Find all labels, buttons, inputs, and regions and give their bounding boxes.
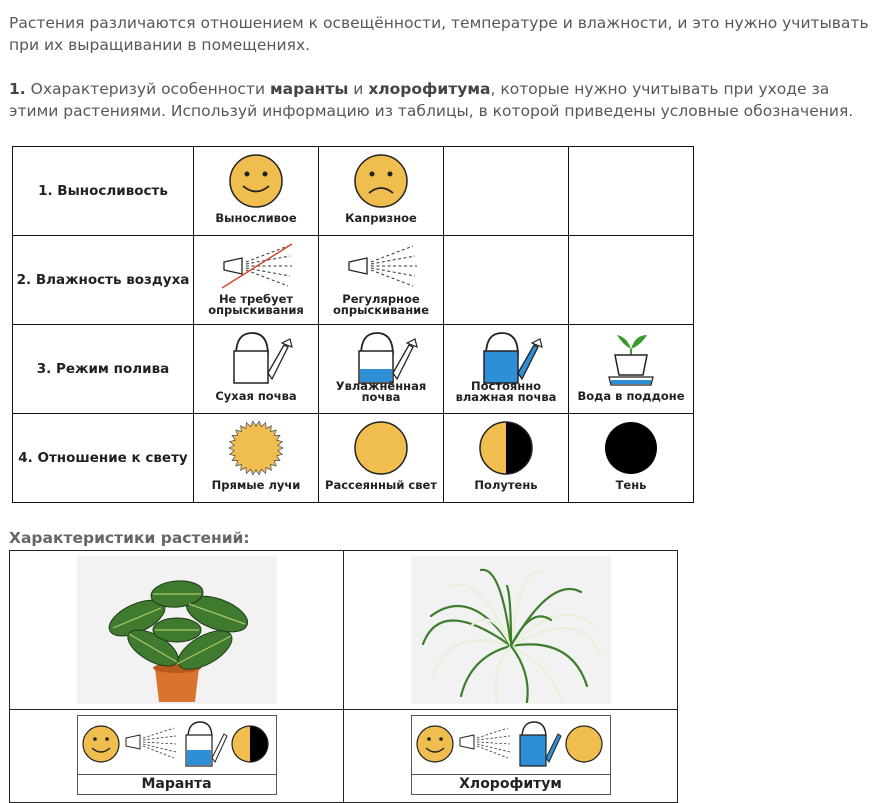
pot-tray-icon: [601, 329, 661, 389]
legend-caption: Тень: [615, 478, 647, 492]
legend-caption: Увлажнённая почва: [335, 379, 427, 404]
task-part: Охарактеризуй особенности: [25, 80, 270, 98]
legend-row-light: [13, 414, 694, 503]
legend-row-endurance: [13, 147, 694, 236]
happy-face-icon: [227, 151, 285, 209]
watering-can-empty-icon: [218, 329, 294, 387]
plant-card-chlorophytum: [411, 715, 611, 795]
legend-caption: Прямые лучи: [211, 478, 301, 492]
happy-face-icon: [417, 726, 453, 762]
legend-row-label: 2. Влажность воздуха: [13, 236, 194, 325]
spray-crossed-icon: [216, 240, 296, 292]
plant-card-maranta: [77, 715, 277, 795]
shade-icon: [602, 418, 660, 476]
legend-row-humidity: [13, 236, 694, 325]
legend-row-label: 1. Выносливость: [13, 147, 194, 236]
legend-cell: [194, 325, 319, 414]
spray-icon: [126, 728, 176, 758]
plants-table: [9, 550, 678, 803]
legend-cell-empty: [444, 236, 569, 325]
legend-caption: Рассеянный свет: [325, 478, 437, 492]
maranta-icons: [78, 716, 276, 774]
legend-cell: [319, 414, 444, 503]
legend-cell: [194, 147, 319, 236]
plant-photo-cell: [344, 551, 678, 710]
legend-row-watering: [13, 325, 694, 414]
legend-caption: Капризное: [345, 211, 417, 225]
legend-cell-empty: [569, 236, 694, 325]
legend-caption: Выносливое: [215, 211, 297, 225]
legend-caption: Регулярное опрыскивание: [333, 292, 429, 317]
legend-cell-empty: [569, 147, 694, 236]
legend-caption: Сухая почва: [215, 389, 297, 403]
watering-can-half-icon: [186, 722, 227, 766]
task-part: и: [348, 80, 369, 98]
plant-photo-cell: [10, 551, 344, 710]
chlorophytum-photo: [411, 556, 611, 704]
legend-cell-empty: [444, 147, 569, 236]
spray-icon: [341, 240, 421, 292]
plant-name: Хлорофитум: [412, 774, 610, 794]
half-shade-icon: [477, 418, 535, 476]
happy-face-icon: [83, 726, 119, 762]
chlorophytum-icons: [412, 716, 610, 774]
spray-icon: [460, 728, 510, 758]
plants-card-row: [10, 710, 678, 803]
sun-circle-icon: [352, 418, 410, 476]
intro-text: Растения различаются отношением к освещённости, температуре и влажности, и это нужно учитывать при их выращивании в помещениях.: [9, 14, 869, 54]
task-plant-2: хлорофитума: [368, 80, 491, 98]
task-text: [9, 78, 879, 122]
half-shade-icon: [232, 726, 268, 762]
task-number: 1.: [9, 80, 26, 98]
plant-card-cell: [344, 710, 678, 803]
legend-cell: [319, 236, 444, 325]
legend-caption: Постоянно влажная почва: [455, 379, 557, 404]
watering-can-full-icon: [520, 722, 561, 766]
sad-face-icon: [352, 151, 410, 209]
characteristics-title: Характеристики растений:: [9, 529, 250, 547]
legend-row-label: 4. Отношение к свету: [13, 414, 194, 503]
task-part: , которые нужно учитывать при уходе за этими растениями. Используй информацию из таблицы, в которой приведены условные обозначения.: [9, 80, 854, 120]
legend-table: [12, 146, 694, 503]
plant-name: Маранта: [78, 774, 276, 794]
legend-cell: [194, 236, 319, 325]
maranta-photo: [77, 556, 277, 704]
sun-rays-icon: [226, 418, 286, 478]
legend-cell: [569, 414, 694, 503]
legend-cell: [569, 325, 694, 414]
sun-circle-icon: [566, 726, 602, 762]
legend-cell: [194, 414, 319, 503]
legend-cell: [319, 147, 444, 236]
plant-card-cell: [10, 710, 344, 803]
legend-cell: [444, 414, 569, 503]
legend-caption: Не требует опрыскивания: [208, 292, 304, 317]
legend-caption: Вода в поддоне: [577, 389, 685, 403]
legend-cell: [319, 325, 444, 414]
legend-row-label: 3. Режим полива: [13, 325, 194, 414]
legend-cell: [444, 325, 569, 414]
plants-photo-row: [10, 551, 678, 710]
task-plant-1: маранты: [269, 80, 349, 98]
legend-caption: Полутень: [474, 478, 538, 492]
